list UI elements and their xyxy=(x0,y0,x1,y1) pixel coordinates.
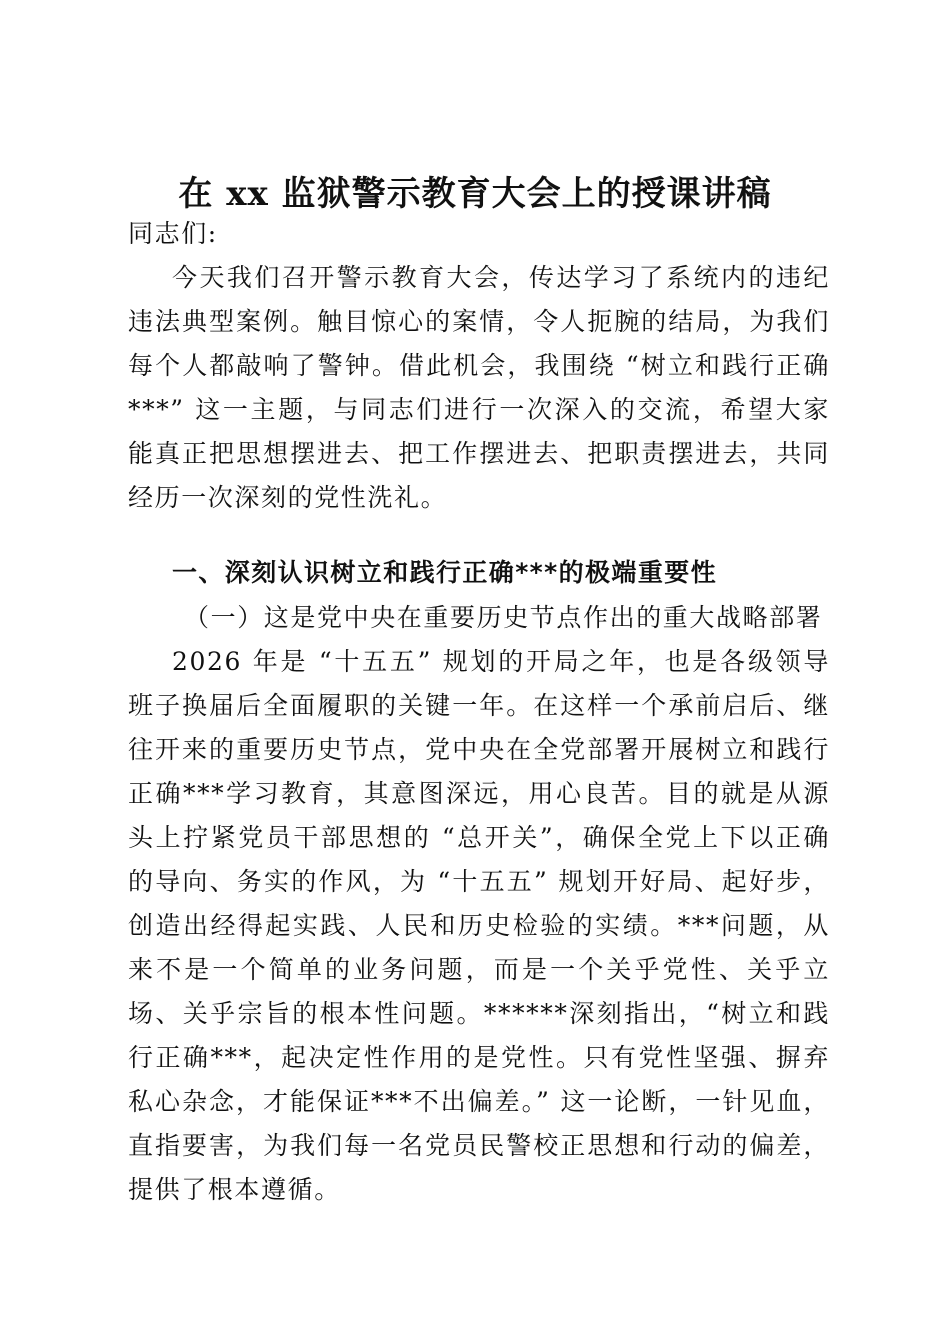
paragraph-body: 2026 年是 “十五五” 规划的开局之年，也是各级领导班子换届后全面履职的关键一年。在这样一个承前启后、继往开来的重要历史节点，党中央在全党部署开展树立和践行正确***学习教育，其意图深远，用心良苦。目的就是从源头上拧紧党员干部思想的 “总开关”，确保全党上下以正确的导向、务实的作风，为 “十五五” 规划开好局、起好步，创造出经得起实践、人民和历史检验的实绩。***问题，从来不是一个简单的业务问题，而是一个关乎党性、关乎立场、关乎宗旨的根本性问题。******深刻指出，“树立和践行正确***，起决定性作用的是党性。只有党性坚强、摒弃私心杂念，才能保证***不出偏差。” 这一论断，一针见血，直指要害，为我们每一名党员民警校正思想和行动的偏差，提供了根本遵循。 xyxy=(128,647,830,1204)
subsection-heading: （一）这是党中央在重要历史节点作出的重大战略部署 xyxy=(184,603,823,632)
paragraph-intro: 今天我们召开警示教育大会，传达学习了系统内的违纪违法典型案例。触目惊心的案情，令人扼腕的结局，为我们每个人都敲响了警钟。借此机会，我围绕 “树立和践行正确***” 这一主题，与同志们进行一次深入的交流，希望大家能真正把思想摆进去、把工作摆进去、把职责摆进去，共同经历一次深刻的党性洗礼。 xyxy=(128,263,830,512)
salutation: 同志们: xyxy=(128,219,218,248)
section-heading: 一、深刻认识树立和践行正确***的极端重要性 xyxy=(172,558,718,587)
document-title: 在 xx 监狱警示教育大会上的授课讲稿 xyxy=(178,174,772,214)
